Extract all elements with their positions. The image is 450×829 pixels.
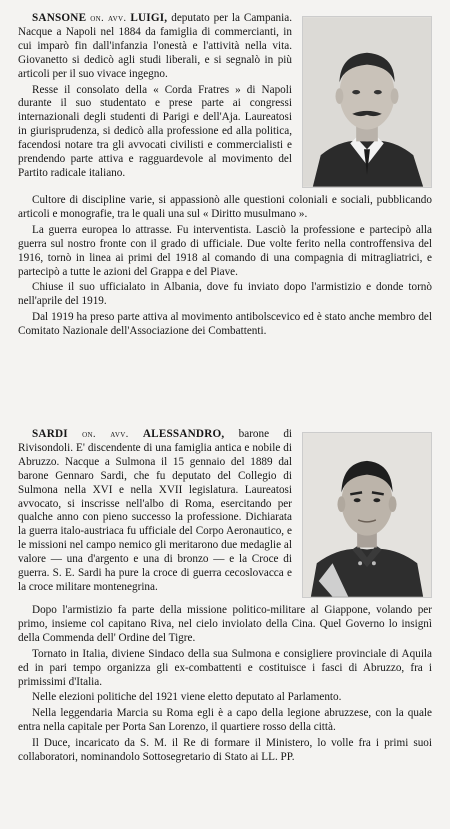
paragraph: Dopo l'armistizio fa parte della missione politico-militare al Giappone, volando per primo, insieme col capitano Riva, nel cielo inviolato della Cina. Quel Governo lo insignì della Commenda dell' Ordine del Tigre. — [18, 604, 432, 644]
paragraph: Il Duce, incaricato da S. M. il Re di formare il Ministero, lo volle fra i primi suoi collaboratori, nominandolo Sottosegretario di Stato ai LL. PP. — [18, 737, 432, 764]
entry-firstname: LUIGI, — [130, 12, 168, 24]
entry-titles: on. avv. — [82, 429, 129, 440]
portrait-man-moustache-icon — [303, 17, 431, 187]
entry-surname: SANSONE — [32, 12, 87, 24]
paragraph: Nella leggendaria Marcia su Roma egli è a capo della legione abruzzese, con la quale entra nella capitale per Porta San Lorenzo, il quartiere rosso della città. — [18, 707, 432, 734]
portrait-photo-sansone — [302, 16, 432, 188]
paragraph-text: barone di Rivisondoli. E' discendente di una famiglia antica e nobile di Abruzzo. Nacque a Sulmona il 15 gennaio del 1889 dal barone Gennaro Sardi, che fu deputato del Collegio di Sulmona nella XVI e nella XVII legislatura. Laureatosi avvocato, si inscrisse nell'albo di Roma, esercitando per qualche anno con pieno successo la professione. Dichiarata la guerra italo-austriaca fu ufficiale del Corpo Aeronautico, e le missioni nel campo nemico gli meritarono due medaglie al valore — una d'argento e una di bronzo — e la Croce di guerra. S. E. Sardi ha pure la croce di guerra cecoslovacca e la croce militare montenegrina. — [18, 428, 293, 593]
paragraph: La guerra europea lo attrasse. Fu interventista. Lasciò la professione e partecipò alla guerra sul nostro fronte con il grado di ufficiale. Due volte ferito nella controffensiva del 1916, tornò in linea ai primi del 1918 al comando di una compagnia di mitragliatrici, e partecipò a tutte le azioni del Grappa e del Piave. — [18, 223, 432, 278]
biography-entry-sansone — [18, 12, 432, 341]
entry-firstname: ALESSANDRO, — [142, 428, 225, 440]
paragraph: Nelle elezioni politiche del 1921 viene eletto deputato al Parlamento. — [32, 691, 342, 704]
paragraph: Tornato in Italia, diviene Sindaco della sua Sulmona e consigliere provinciale di Aquila ed in pari tempo organizza gli ex-combattenti e costituisce i fasci di Abruzzo, fra i primissimi d'Italia. — [18, 647, 432, 688]
paragraph: Cultore di discipline varie, si appassionò alle questioni coloniali e sociali, pubblicando articoli e monografie, tra le quali una sul « Diritto musulmano ». — [18, 194, 432, 220]
entry-titles: on. avv. — [90, 13, 127, 24]
paragraph: Chiuse il suo ufficialato in Albania, dove fu inviato dopo l'armistizio e donde tornò nell'aprile del 1919. — [18, 281, 432, 308]
portrait-photo-sardi — [302, 432, 432, 598]
entry-surname: SARDI — [32, 428, 68, 440]
paragraph-text: deputato per la Campania. Nacque a Napoli nel 1884 da famiglia di commercianti, in cui imparò fin dall'infanzia l'onestà e l'attività nella vita. Giovanetto si dedicò agli studi liberali, e si segnalò in più articoli per il suo vivace ingegno. — [18, 12, 293, 80]
paragraph: Dal 1919 ha preso parte attiva al movimento antibolscevico ed è stato anche membro del Comitato Nazionale dell'Associazione dei Combattenti. — [18, 311, 432, 338]
portrait-man-uniform-icon — [303, 433, 431, 597]
biography-entry-sardi — [18, 428, 432, 767]
paragraph: Resse il consolato della « Corda Fratres » di Napoli durante il suo studentato e prese parte ai congressi internazionali degli studenti di Parigi e dell'Aja. Laureatosi in giurisprudenza, si dedicò alla professione ed alla politica, facendosi notare tra gli avvocati civilisti e commercialisti e prendendo parte attiva e ragguardevole al movimento del Partito radicale italiano. — [18, 83, 292, 179]
